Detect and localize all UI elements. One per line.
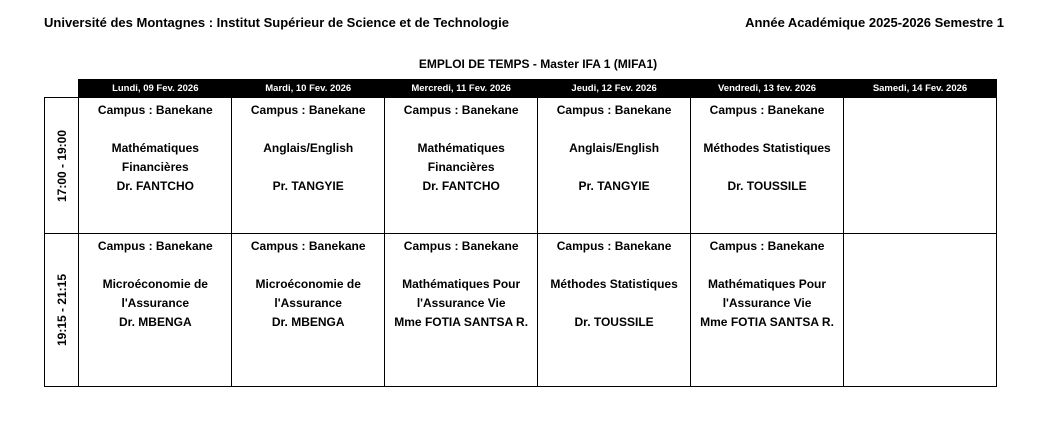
course-cell-empty [844,234,997,387]
course-teacher: Dr. MBENGA [118,315,192,329]
course-campus: Campus : Banekane [250,239,366,253]
course-teacher: Dr. TOUSSILE [574,315,654,329]
course-cell [385,98,538,234]
course-teacher: Dr. FANTCHO [422,179,500,193]
course-cell [691,234,844,387]
course-subject: Anglais/English [263,141,354,155]
day-header-thursday: Jeudi, 12 Fev. 2026 [538,80,691,98]
course-campus: Campus : Banekane [97,239,213,253]
course-subject: Mathématiques Pour l'Assurance Vie [402,277,521,310]
course-campus: Campus : Banekane [403,239,519,253]
time-slot-cell [45,98,79,234]
course-campus: Campus : Banekane [709,239,825,253]
day-header-saturday: Samedi, 14 Fev. 2026 [844,80,997,98]
course-subject: Méthodes Statistiques [703,141,831,155]
course-teacher: Mme FOTIA SANTSA R. [700,315,834,329]
day-header-row [45,80,997,98]
day-header-tuesday: Mardi, 10 Fev. 2026 [232,80,385,98]
corner-cell [45,80,79,98]
institution-name: Université des Montagnes : Institut Supérieur de Science et de Technologie [44,15,509,30]
course-teacher: Dr. MBENGA [271,315,345,329]
time-slot-row [45,234,997,387]
time-slot-row [45,98,997,234]
course-campus: Campus : Banekane [556,239,672,253]
schedule-title: EMPLOI DE TEMPS - Master IFA 1 (MIFA1) [418,57,658,71]
course-subject: Mathématiques Financières [111,141,199,174]
course-cell [232,234,385,387]
course-cell [79,98,232,234]
course-cell [538,98,691,234]
course-subject: Microéconomie de l'Assurance [255,277,361,310]
course-campus: Campus : Banekane [403,103,519,117]
course-subject: Microéconomie de l'Assurance [102,277,208,310]
course-cell-empty [844,98,997,234]
course-teacher: Mme FOTIA SANTSA R. [394,315,529,329]
course-campus: Campus : Banekane [709,103,825,117]
course-campus: Campus : Banekane [97,103,213,117]
day-header-wednesday: Mercredi, 11 Fev. 2026 [385,80,538,98]
course-teacher: Pr. TANGYIE [578,179,650,193]
course-subject: Mathématiques Financières [417,141,505,174]
day-header-friday: Vendredi, 13 fev. 2026 [691,80,844,98]
course-subject: Mathématiques Pour l'Assurance Vie [708,277,827,310]
course-subject: Anglais/English [569,141,660,155]
course-teacher: Pr. TANGYIE [272,179,344,193]
day-header-monday: Lundi, 09 Fev. 2026 [79,80,232,98]
timetable-body [45,98,997,387]
course-teacher: Dr. FANTCHO [116,179,194,193]
time-slot-cell [45,234,79,387]
course-cell [232,98,385,234]
academic-year: Année Académique 2025-2026 Semestre 1 [745,15,1004,30]
course-cell [385,234,538,387]
course-cell [538,234,691,387]
course-campus: Campus : Banekane [556,103,672,117]
time-slot-label: 19:15 - 21:15 [54,273,69,347]
timetable [44,79,997,387]
course-subject: Méthodes Statistiques [550,277,678,291]
course-cell [691,98,844,234]
course-campus: Campus : Banekane [250,103,366,117]
time-slot-label: 17:00 - 19:00 [54,129,69,202]
course-cell [79,234,232,387]
course-teacher: Dr. TOUSSILE [727,179,807,193]
